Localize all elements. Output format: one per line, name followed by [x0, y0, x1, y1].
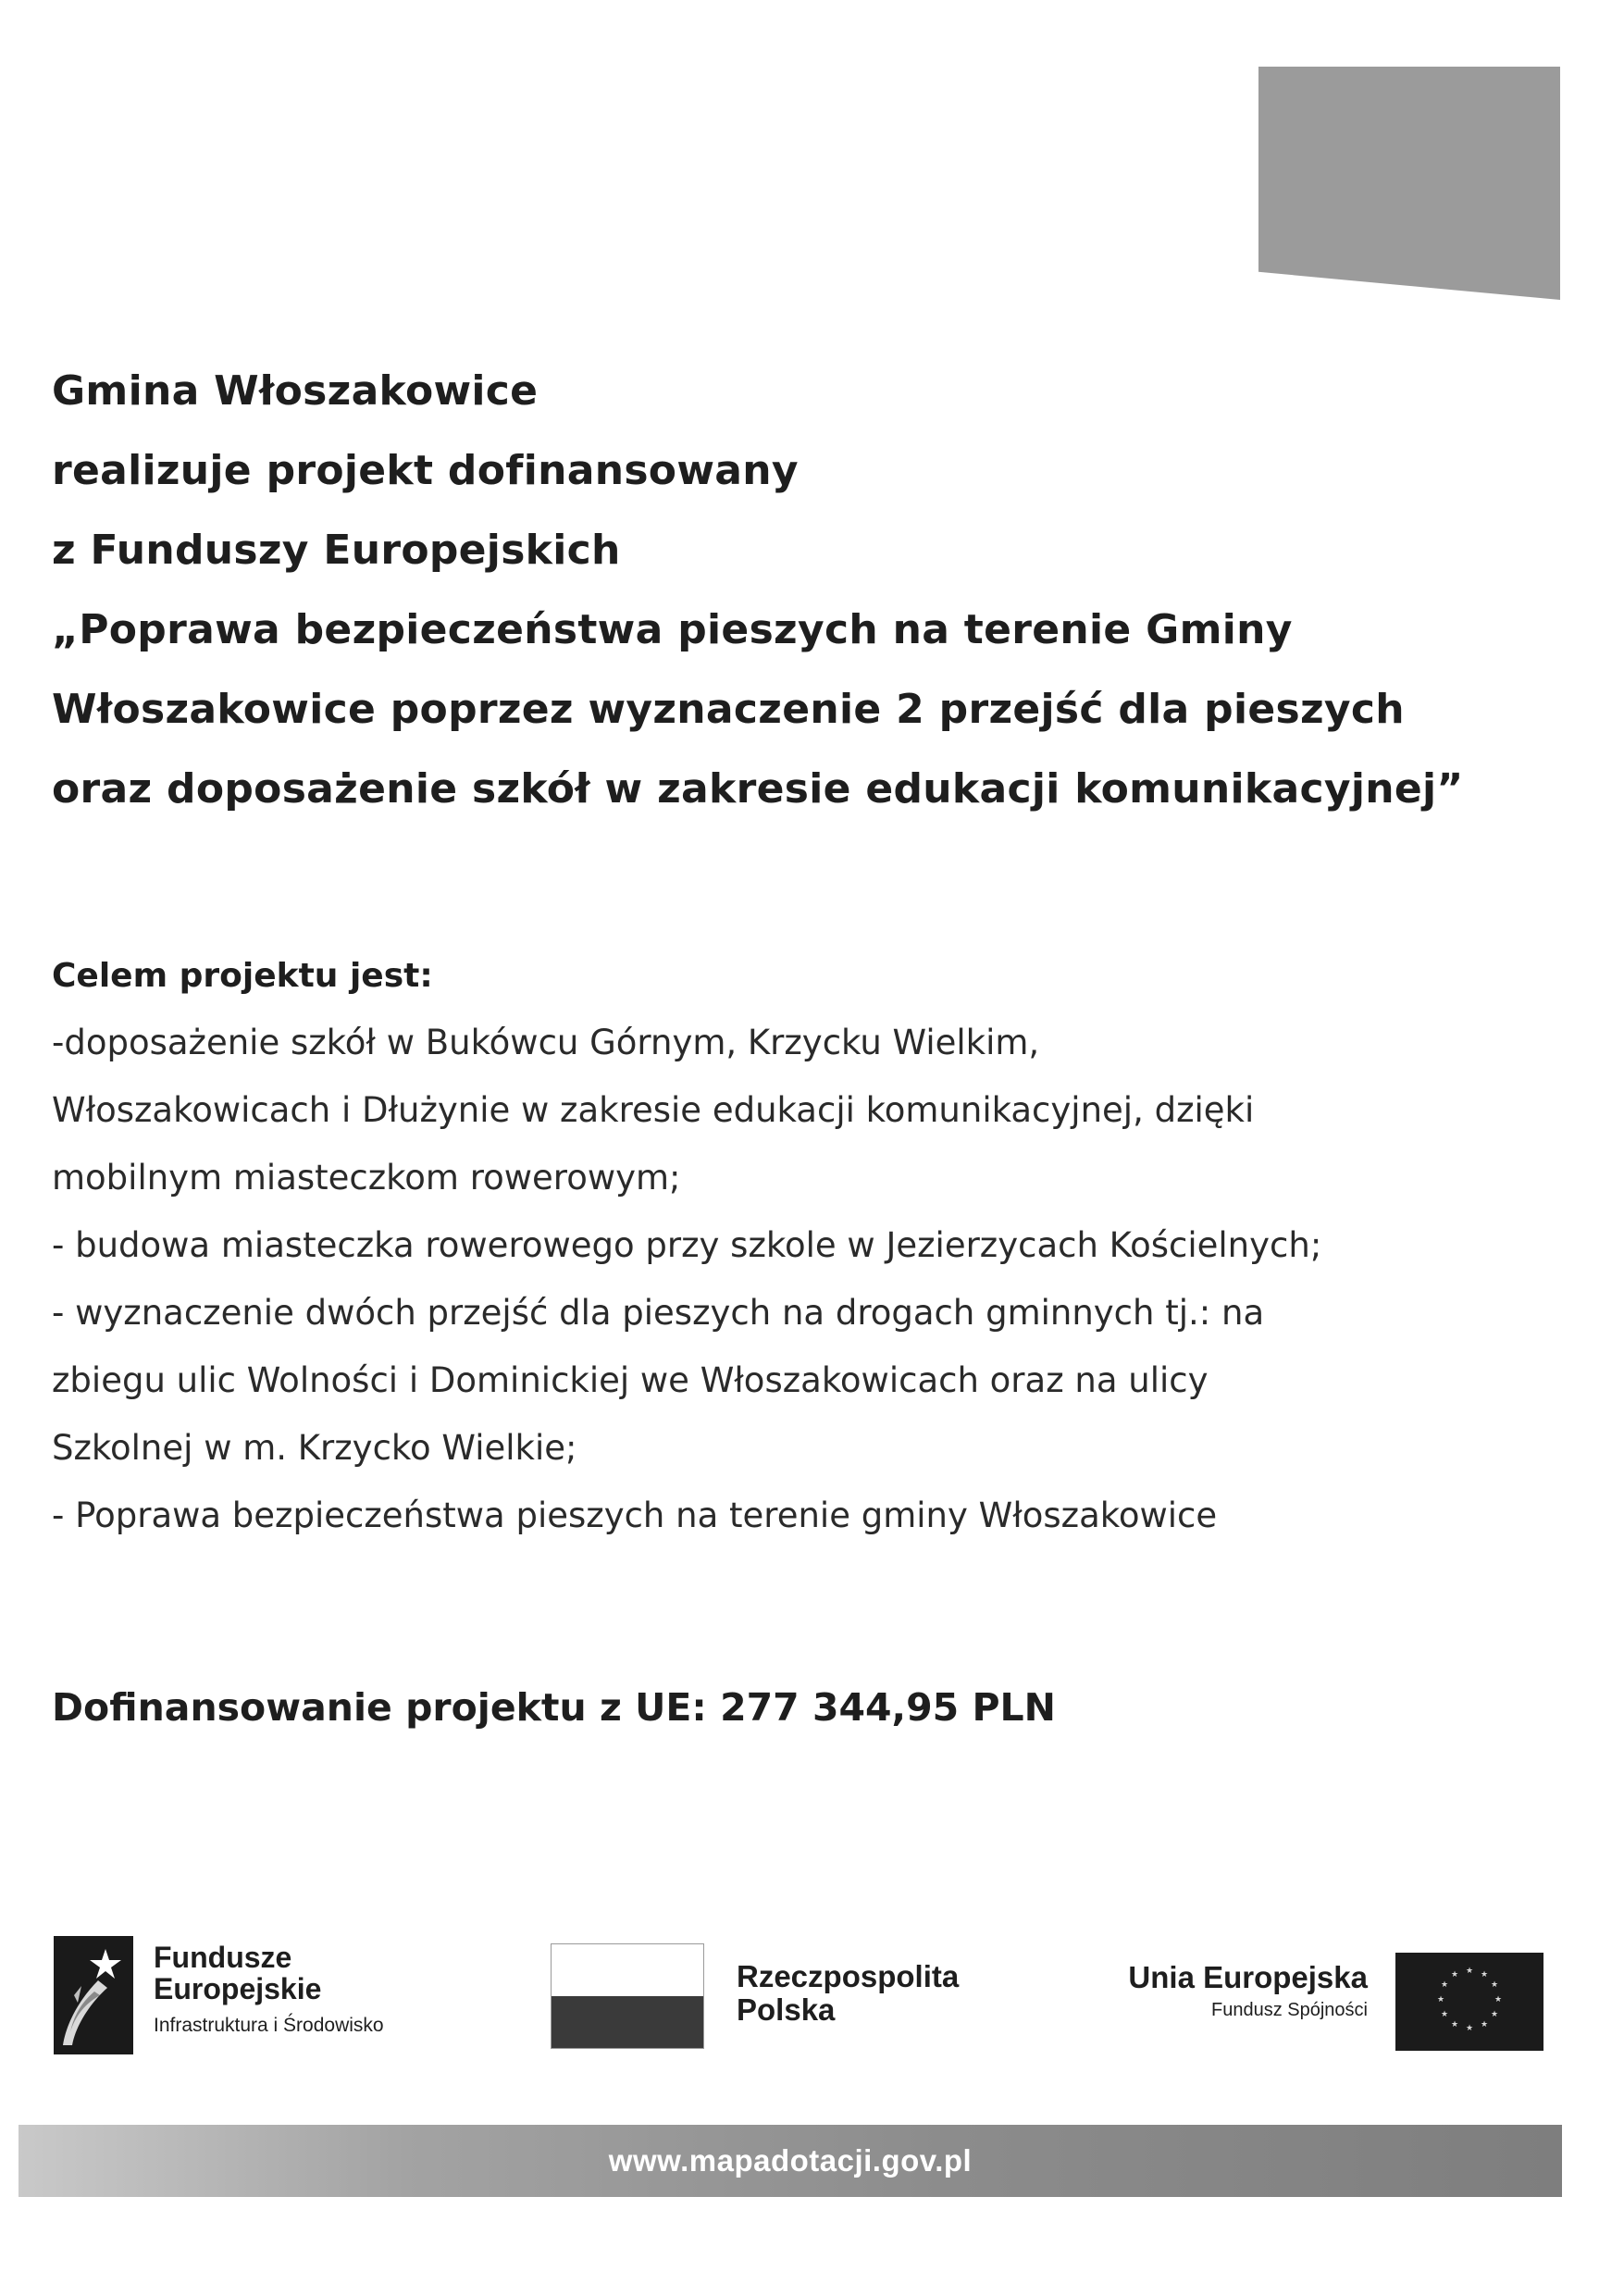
- goals-line: Szkolnej w m. Krzycko Wielkie;: [52, 1428, 577, 1468]
- svg-text:★: ★: [1440, 2010, 1449, 2019]
- eu-stars-flag-icon: [1395, 1953, 1543, 2051]
- grey-placeholder-box: [1258, 67, 1560, 300]
- svg-text:★: ★: [1494, 1995, 1503, 2004]
- fundusze-europejskie-logo-text: [154, 1942, 384, 2042]
- headline: [52, 352, 1569, 829]
- goals-line: - wyznaczenie dwóch przejść dla pieszych na drogach gminnych tj.: na: [52, 1293, 1265, 1333]
- fundusze-europejskie-star-icon: [54, 1936, 133, 2054]
- svg-text:★: ★: [1436, 1995, 1445, 2004]
- svg-text:★: ★: [1440, 1980, 1449, 1990]
- funding-amount: Dofinansowanie projektu z UE: 277 344,95 PLN: [52, 1685, 1056, 1730]
- svg-text:★: ★: [1490, 2010, 1499, 2019]
- headline-line: realizuje projekt dofinansowany: [52, 447, 799, 494]
- goals-line: - budowa miasteczka rowerowego przy szkole w Jezierzycach Kościelnych;: [52, 1225, 1322, 1265]
- headline-line: „Poprawa bezpieczeństwa pieszych na terenie Gminy: [52, 606, 1293, 653]
- svg-text:★: ★: [1490, 1980, 1499, 1990]
- ue-line-1: Unia Europejska: [1128, 1960, 1368, 1994]
- fe-line-2: Europejskie: [154, 1972, 322, 2005]
- fe-line-3: Infrastruktura i Środowisko: [154, 2015, 384, 2036]
- rp-line-1: Rzeczpospolita: [737, 1959, 960, 1993]
- svg-text:★: ★: [1465, 1967, 1474, 1976]
- unia-europejska-logo-text: [1090, 1960, 1368, 2025]
- footer-url[interactable]: www.mapadotacji.gov.pl: [608, 2143, 973, 2178]
- svg-text:★: ★: [1480, 1970, 1489, 1980]
- goals-list: [52, 1009, 1569, 1549]
- headline-line: z Funduszy Europejskich: [52, 527, 621, 574]
- svg-text:★: ★: [1450, 2020, 1459, 2029]
- headline-line: oraz doposażenie szkół w zakresie edukacji komunikacyjnej”: [52, 765, 1464, 813]
- svg-text:★: ★: [1465, 2024, 1474, 2033]
- goals-line: zbiegu ulic Wolności i Dominickiej we Włoszakowicach oraz na ulicy: [52, 1360, 1209, 1400]
- goals-line: -doposażenie szkół w Bukówcu Górnym, Krzycku Wielkim,: [52, 1023, 1040, 1062]
- headline-line: Włoszakowice poprzez wyznaczenie 2 przejść dla pieszych: [52, 686, 1405, 733]
- goals-line: mobilnym miasteczkom rowerowym;: [52, 1158, 681, 1198]
- flag-red-stripe: [552, 1996, 703, 2048]
- footer-url-bar: [19, 2125, 1562, 2197]
- goals-heading: Celem projektu jest:: [52, 957, 433, 995]
- fe-line-1: Fundusze: [154, 1941, 292, 1974]
- rp-line-2: Polska: [737, 1992, 836, 2027]
- rzeczpospolita-polska-logo-text: [737, 1960, 959, 2027]
- svg-text:★: ★: [1480, 2020, 1489, 2029]
- svg-text:★: ★: [1450, 1970, 1459, 1980]
- goals-line: - Poprawa bezpieczeństwa pieszych na terenie gminy Włoszakowice: [52, 1496, 1218, 1535]
- goals-line: Włoszakowicach i Dłużynie w zakresie edukacji komunikacyjnej, dzięki: [52, 1090, 1255, 1130]
- headline-line: Gmina Włoszakowice: [52, 367, 539, 415]
- flag-white-stripe: [552, 1944, 703, 1996]
- polish-flag-icon: [551, 1943, 704, 2049]
- ue-line-2: Fundusz Spójności: [1211, 2000, 1368, 2020]
